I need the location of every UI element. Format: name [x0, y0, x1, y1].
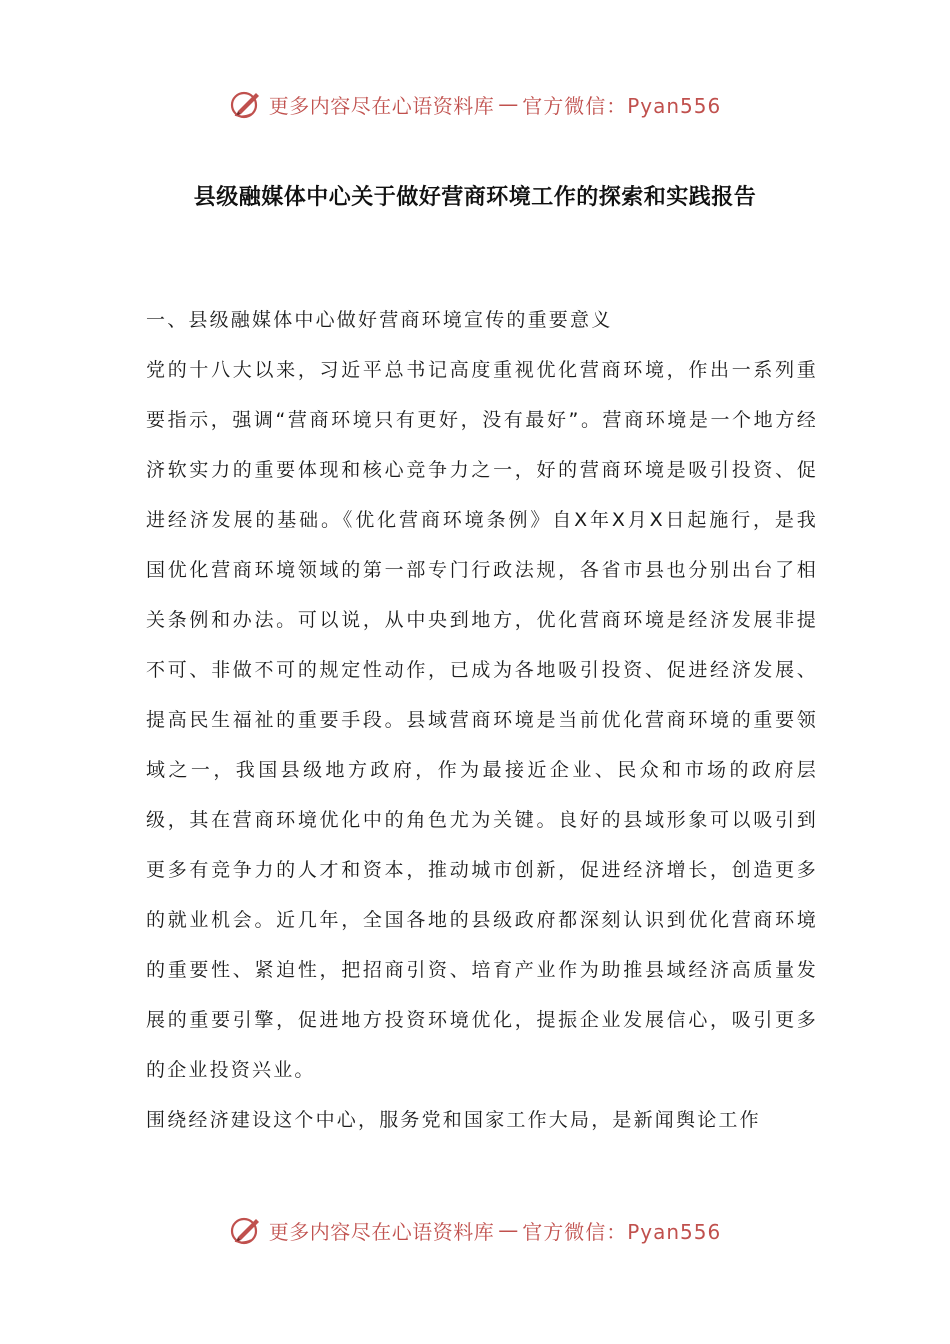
- section-heading: 一、县级融媒体中心做好营商环境宣传的重要意义: [146, 309, 613, 331]
- document-body: [146, 295, 818, 1145]
- header-banner: [0, 84, 950, 124]
- footer-ad-separator: —: [498, 1218, 519, 1242]
- pen-logo-icon: [229, 1213, 263, 1247]
- document-title: 县级融媒体中心关于做好营商环境工作的探索和实践报告: [193, 184, 757, 210]
- pen-logo-icon: [229, 87, 263, 121]
- paragraph-1: 党的十八大以来，习近平总书记高度重视优化营商环境，作出一系列重要指示，强调“营商环境只有更好，没有最好”。营商环境是一个地方经济软实力的重要体现和核心竞争力之一，好的营商环境是吸引投资、促进经济发展的基础。《优化营商环境条例》自X年X月X日起施行，是我国优化营商环境领域的第一部专门行政法规，各省市县也分别出台了相关条例和办法。可以说，从中央到地方，优化营商环境是经济发展非提不可、非做不可的规定性动作，已成为各地吸引投资、促进经济发展、提高民生福祉的重要手段。县域营商环境是当前优化营商环境的重要领域之一，我国县级地方政府，作为最接近企业、民众和市场的政府层级，其在营商环境优化中的角色尤为关键。良好的县域形象可以吸引到更多有竞争力的人才和资本，推动城市创新，促进经济增长，创造更多的就业机会。近几年，全国各地的县级政府都深刻认识到优化营商环境的重要性、紧迫性，把招商引资、培育产业作为助推县域经济高质量发展的重要引擎，促进地方投资环境优化，提振企业发展信心，吸引更多的企业投资兴业。: [146, 359, 818, 1081]
- header-ad-text: 更多内容尽在心语资料库: [268, 93, 495, 118]
- paragraph-2: 围绕经济建设这个中心，服务党和国家工作大局，是新闻舆论工作: [146, 1109, 761, 1131]
- footer-ad-contact: 官方微信：Pyan556: [522, 1219, 722, 1244]
- header-ad-contact: 官方微信：Pyan556: [522, 93, 722, 118]
- footer-ad-text: 更多内容尽在心语资料库: [268, 1219, 495, 1244]
- footer-banner: [0, 1210, 950, 1250]
- header-ad-separator: —: [498, 92, 519, 116]
